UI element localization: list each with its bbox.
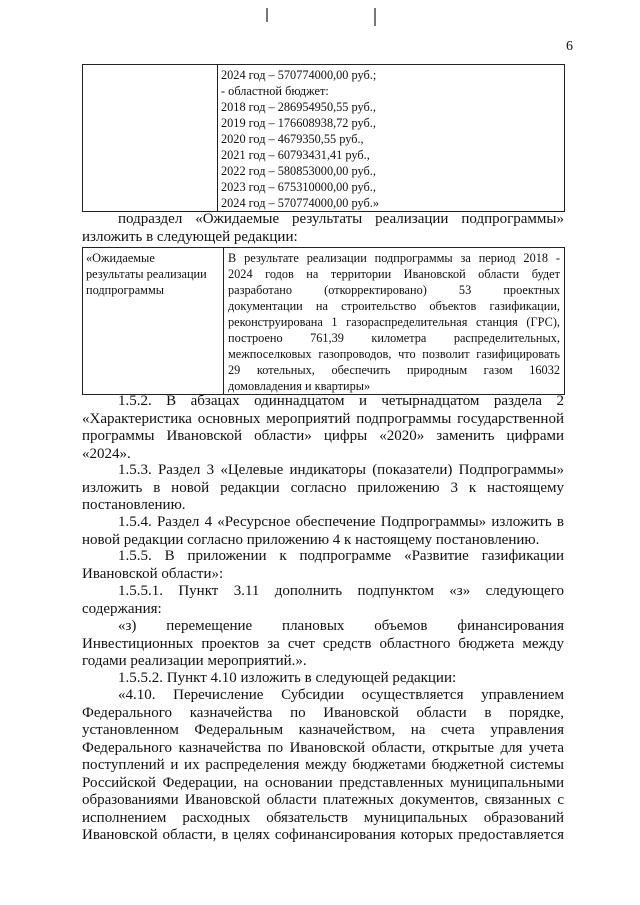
scan-mark: [266, 8, 268, 22]
funding-line: - областной бюджет:: [221, 84, 329, 98]
paragraph-subsection: подраздел «Ожидаемые результаты реализации подпрограммы» изложить в следующей редакции:: [82, 211, 564, 245]
paragraph-1-5-5: 1.5.5. В приложении к подпрограмме «Развитие газификации Ивановской области»:: [82, 548, 564, 582]
funding-line: 2018 год – 286954950,55 руб.,: [221, 100, 376, 114]
expected-results-label: «Ожидаемые результаты реализации подпрограммы: [83, 248, 224, 395]
expected-results-text: В результате реализации подпрограммы за период 2018 - 2024 годов на территории Ивановской области будет разработано (откорректировано) 53 проектных документации на строительство объектов газификации, реконструирована 1 газораспределительная станция (ГРС), построено 761,39 километра распределительных, межпоселковых газопроводов, что позволит газифицировать 29 котельных, обеспечить природным газом 16032 домовладения и квартиры»: [224, 248, 565, 395]
funding-table: [82, 64, 565, 212]
expected-results-table: [82, 247, 565, 395]
funding-line: 2023 год – 675310000,00 руб.,: [221, 180, 376, 194]
paragraph-1-5-3: 1.5.3. Раздел 3 «Целевые индикаторы (показатели) Подпрограммы» изложить в новой редакции согласно приложению 3 к настоящему постановлению.: [82, 462, 564, 513]
paragraph-1-5-4: 1.5.4. Раздел 4 «Ресурсное обеспечение Подпрограммы» изложить в новой редакции согласно приложению 4 к настоящему постановлению.: [82, 514, 564, 548]
paragraph-1-5-5-2: 1.5.5.2. Пункт 4.10 изложить в следующей редакции:: [118, 670, 457, 686]
funding-line: 2024 год – 570774000,00 руб.;: [221, 68, 377, 82]
funding-table-label-cell: [83, 65, 218, 212]
funding-line: 2021 год – 60793431,41 руб.,: [221, 148, 370, 162]
paragraph-1-5-2: 1.5.2. В абзацах одиннадцатом и четырнадцатом раздела 2 «Характеристика основных мероприятий подпрограммы государственной программы Ивановской области» цифры «2020» заменить цифрами «2024».: [82, 393, 564, 462]
funding-table-value-cell: [218, 65, 565, 212]
funding-line: 2024 год – 570774000,00 руб.»: [221, 196, 379, 210]
scan-mark: [374, 8, 376, 26]
paragraph-1-5-5-1: 1.5.5.1. Пункт 3.11 дополнить подпунктом «з» следующего содержания:: [82, 583, 564, 617]
paragraph-subitem-z: «з) перемещение плановых объемов финансирования Инвестиционных проектов за счет средств областного бюджета между годами реализации мероприятий.».: [82, 618, 564, 669]
paragraph-4-10: «4.10. Перечисление Субсидии осуществляется управлением Федерального казначейства по Ивановской области в порядке, установленном Федеральным казначейством, на счета управления Федерального казначейства по Ивановской области, открытые для учета поступлений и их распределения между бюджетами бюджетной системы Российской Федерации, на основании представленных муниципальными образованиями Ивановской области платежных документов, связанных с исполнением расходных обязательств муниципальных образований Ивановской области, в целях софинансирования которых предоставляется: [82, 687, 564, 843]
funding-line: 2020 год – 4679350,55 руб.,: [221, 132, 364, 146]
funding-line: 2019 год – 176608938,72 руб.,: [221, 116, 376, 130]
funding-line: 2022 год – 580853000,00 руб.,: [221, 164, 376, 178]
page-number: 6: [566, 39, 573, 54]
